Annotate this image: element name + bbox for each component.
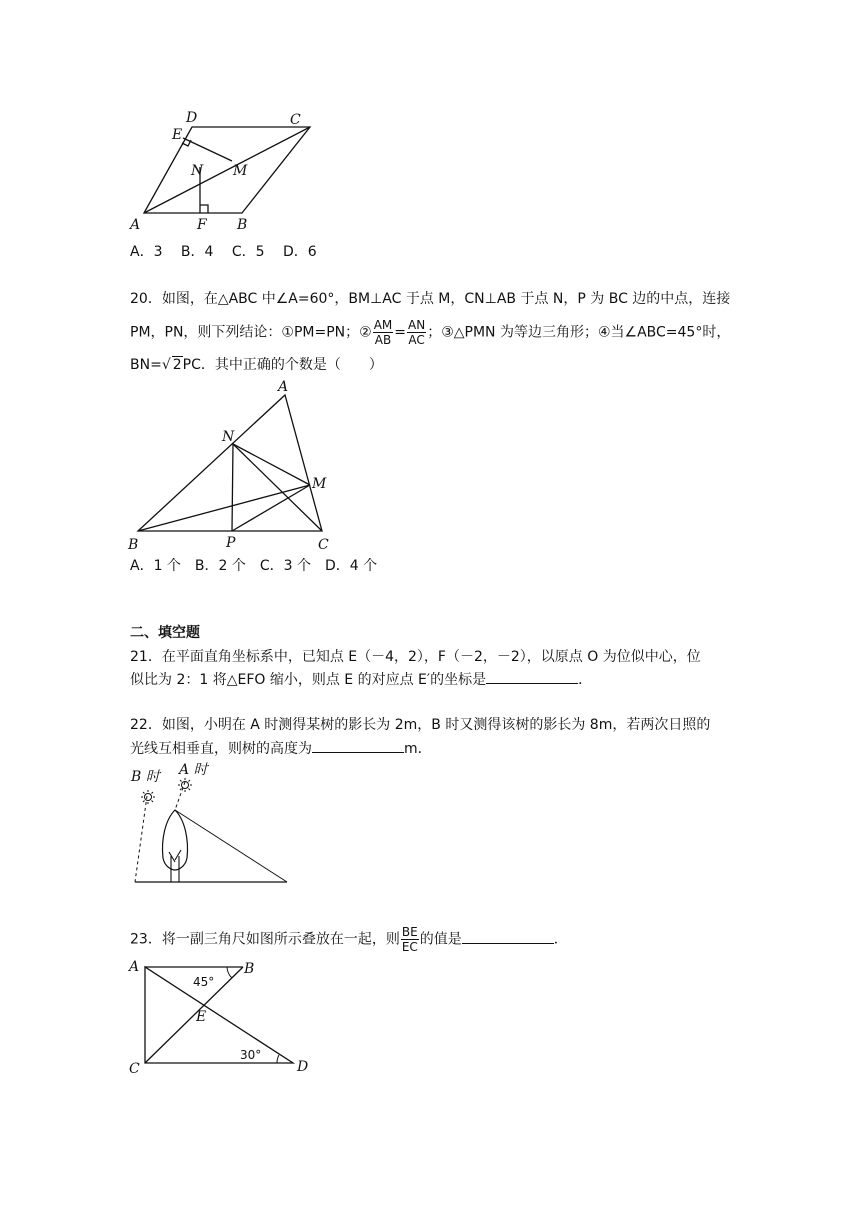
q21-line2 [130,669,592,690]
q19-label-a: A [130,217,141,233]
q23-line1-b: 的值是 [419,931,462,948]
q20-frac1-num: AM [373,318,393,332]
q20-line3 [130,355,383,375]
q23-fraction-be-ec [401,925,419,954]
q23-angle-30: 30° [240,1048,262,1062]
q23-answer-blank[interactable] [462,929,554,944]
sun-icon-b [141,790,155,804]
q23-angle-45: 45° [193,975,215,989]
q22-line2-text: 光线互相垂直，则树的高度为 [130,741,312,757]
q21-line2-text: 似比为 2：1 将△EFO 缩小，则点 E 的对应点 E′的坐标是 [130,672,487,688]
q19-label-b: B [237,217,248,233]
q21-line1: 21．在平面直角坐标系中，已知点 E（－4，2），F（－2，－2），以原点 O 为位似中心，位 [130,649,701,665]
q23-frac-num: BE [401,925,418,939]
q19-options: A．3 B．4 C．5 D．6 [130,244,317,260]
q20-label-a: A [278,379,289,395]
q19-parallelogram-figure [120,105,330,235]
q23-label-c: C [129,1061,140,1077]
q22-answer-blank[interactable] [312,738,404,753]
q20-line1: 20．如图，在△ABC 中∠A=60°，BM⊥AC 于点 M，CN⊥AB 于点 N，P 为 BC 边的中点，连接 [130,291,731,307]
section-title: 二、填空题 [130,625,200,641]
q20-triangle-figure [120,375,350,555]
q22-label-a-time: A 时 [179,762,208,778]
q23-set-squares-figure [125,955,325,1085]
q20-line2-a: PM，PN，则下列结论：①PM=PN；② [130,324,372,341]
q20-label-n: N [222,429,235,445]
q20-frac2-den: AC [408,333,425,347]
sun-icon-a [178,778,192,792]
q20-fraction-an-ac [407,318,426,347]
q23-line1-a: 23．将一副三角尺如图所示叠放在一起，则 [130,931,400,948]
q20-sqrt-sign: √ [161,357,171,373]
q20-options: A．1 个 B．2 个 C．3 个 D．4 个 [130,558,378,574]
q20-label-b: B [128,537,139,553]
q21-end: ． [578,672,593,688]
q22-line2 [130,738,432,759]
q22-label-b-time: B 时 [131,769,160,785]
q19-label-f: F [197,217,207,233]
q20-line2-b: ；③△PMN 为等边三角形；④当∠ABC=45°时， [427,324,731,341]
q23-label-b: B [244,961,255,977]
q22-line1: 22．如图，小明在 A 时测得某树的影长为 2m，B 时又测得该树的影长为 8m，若两次日照的 [130,717,711,733]
q22-end: m． [404,741,432,757]
q20-line2 [130,318,730,347]
q20-line3-b: PC．其中正确的个数是（ ） [182,357,383,373]
q23-label-e: E [196,1009,207,1025]
q20-equals: = [394,324,407,341]
q23-line1 [130,925,568,954]
q20-frac1-den: AB [374,333,392,347]
q23-label-a: A [129,959,140,975]
q20-label-p: P [226,535,236,551]
q20-sqrt-value: 2 [172,357,182,373]
q20-label-c: C [318,537,329,553]
q20-fraction-am-ab [373,318,394,347]
q23-label-d: D [297,1059,309,1075]
q20-frac2-num: AN [408,318,426,332]
q23-end: ． [553,931,568,948]
q20-label-m: M [312,476,327,492]
q19-label-m: M [233,163,248,179]
q19-label-n: N [191,163,204,179]
q23-frac-den: EC [401,940,418,954]
q20-line3-a: BN= [130,357,162,373]
q19-label-c: C [290,112,301,128]
q21-answer-blank[interactable] [486,669,578,684]
q19-label-d: D [186,110,198,126]
q19-label-e: E [172,127,183,143]
q22-tree-shadow-figure [125,760,305,890]
